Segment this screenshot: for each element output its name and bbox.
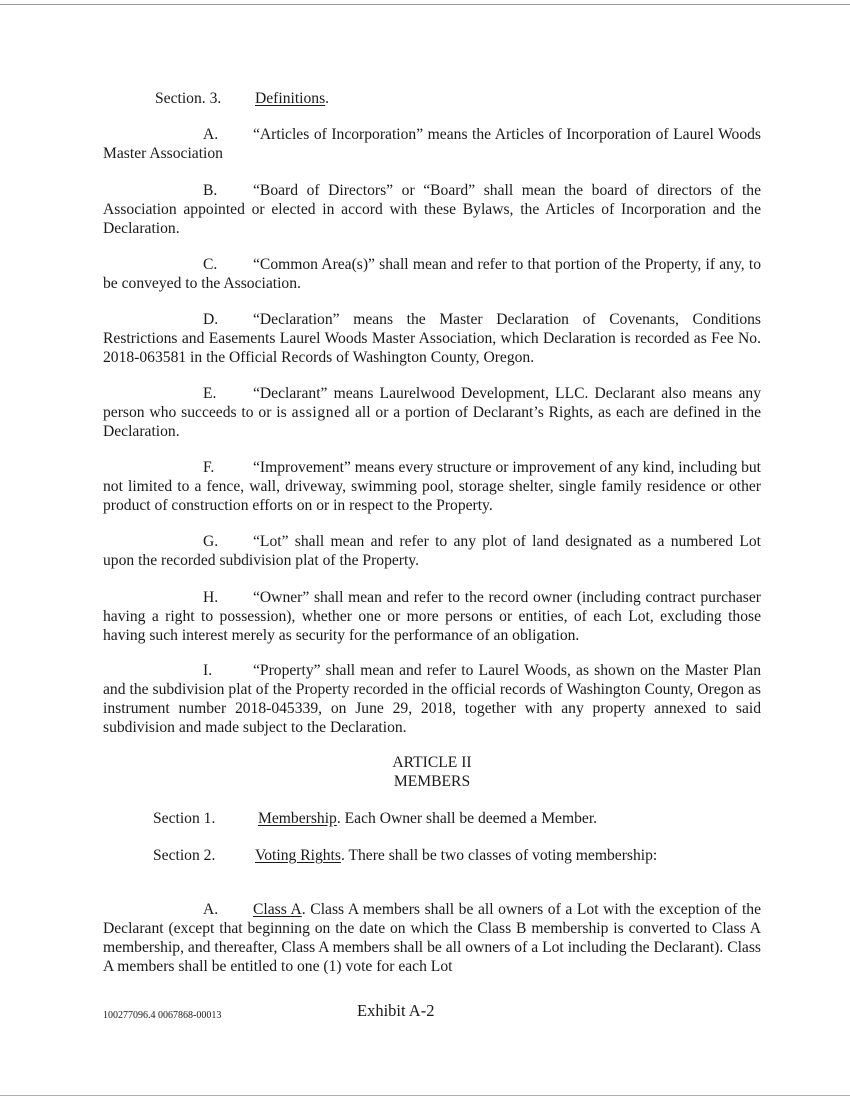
- section-1-text: . Each Owner shall be deemed a Member.: [336, 810, 598, 827]
- section-2-title: Voting Rights: [255, 847, 341, 864]
- definition-text-spaced: assigned: [291, 404, 351, 421]
- class-a-paragraph: [103, 900, 761, 976]
- definition-text: “Lot” shall mean and refer to any plot of land designated as a numbered Lot upon the recorded subdivision plat of the Property.: [103, 533, 761, 569]
- article-number: ARTICLE II: [392, 754, 472, 771]
- definition-text: “Articles of Incorporation” means the Articles of Incorporation of Laurel Woods Master Association: [103, 126, 761, 162]
- definition-g: [103, 532, 761, 570]
- section-3-punct: .: [325, 90, 330, 107]
- definition-text: “Declaration” means the Master Declaration of Covenants, Conditions Restrictions and Easements Laurel Woods Master Association, which Declaration is recorded as Fee No. 2018-063581 in the Official Records of Washington County, Oregon.: [103, 311, 761, 366]
- definition-letter: H.: [203, 589, 219, 606]
- definition-e: [103, 384, 761, 441]
- footer-document-id: 100277096.4 0067868-00013: [103, 1010, 222, 1021]
- definition-text: all or a portion of Declarant’s Rights, as each are defined in the Declaration.: [103, 404, 761, 440]
- section-3-title: Definitions: [255, 90, 326, 107]
- section-2-label: Section 2.: [153, 847, 216, 864]
- definition-letter: G.: [203, 533, 219, 550]
- definition-f: [103, 458, 761, 515]
- section-1-label: Section 1.: [153, 810, 216, 827]
- definition-h: [103, 588, 761, 645]
- definition-letter: A.: [203, 126, 219, 143]
- definition-text: “Board of Directors” or “Board” shall mean the board of directors of the Association appointed or elected in accord with these Bylaws, the Articles of Incorporation and the Declaration.: [103, 182, 761, 237]
- definition-text: “Improvement” means every structure or improvement of any kind, including but not limited to a fence, wall, driveway, swimming pool, storage shelter, single family residence or other product of construction efforts on or in respect to the Property.: [103, 459, 761, 514]
- class-a-letter: A.: [203, 901, 219, 918]
- definition-text: “Property” shall mean and refer to Laurel Woods, as shown on the Master Plan and the subdivision plat of the Property recorded in the official records of Washington County, Oregon as instrument number 2018-045339, on June 29, 2018, together with any property annexed to said subdivision and made subject to the Declaration.: [103, 662, 761, 736]
- definition-d: [103, 310, 761, 367]
- page-bottom-rule: [0, 1095, 850, 1096]
- section-1-title: Membership: [258, 810, 337, 827]
- class-a-title: Class A: [253, 901, 302, 918]
- class-a-text: . Class A members shall be all owners of a Lot with the exception of the Declarant (except that beginning on the date on which the Class B membership is converted to Class A membership, and thereafter, Class A members shall be all owners of a Lot including the Declarant). Class A members shall be entitled to one (1) vote for each Lot: [103, 901, 761, 975]
- definition-letter: E.: [203, 385, 217, 402]
- section-2: [153, 846, 657, 865]
- definition-a: [103, 125, 761, 163]
- article-title: MEMBERS: [393, 773, 471, 790]
- definition-letter: F.: [203, 459, 215, 476]
- section-1: [153, 809, 597, 828]
- section-3-heading: [155, 89, 329, 108]
- section-3-label: Section. 3.: [155, 90, 222, 107]
- definition-c: [103, 255, 761, 293]
- definition-letter: B.: [203, 182, 218, 199]
- footer-exhibit-label: Exhibit A-2: [357, 1001, 435, 1020]
- section-2-text: . There shall be two classes of voting membership:: [340, 847, 658, 864]
- definition-text: “Common Area(s)” shall mean and refer to that portion of the Property, if any, to be conveyed to the Association.: [103, 256, 761, 292]
- definition-text: “Owner” shall mean and refer to the record owner (including contract purchaser having a right to possession), whether one or more persons or entities, of each Lot, excluding those having such interest merely as security for the performance of an obligation.: [103, 589, 761, 644]
- definition-letter: C.: [203, 256, 218, 273]
- definition-text: “Declarant” means Laurelwood Development, LLC. Declarant also means any person who succeeds to or is: [103, 385, 761, 421]
- definition-i: [103, 661, 761, 737]
- definition-letter: D.: [203, 311, 219, 328]
- page-top-rule: [0, 4, 850, 5]
- definition-b: [103, 181, 761, 238]
- definition-letter: I.: [203, 662, 213, 679]
